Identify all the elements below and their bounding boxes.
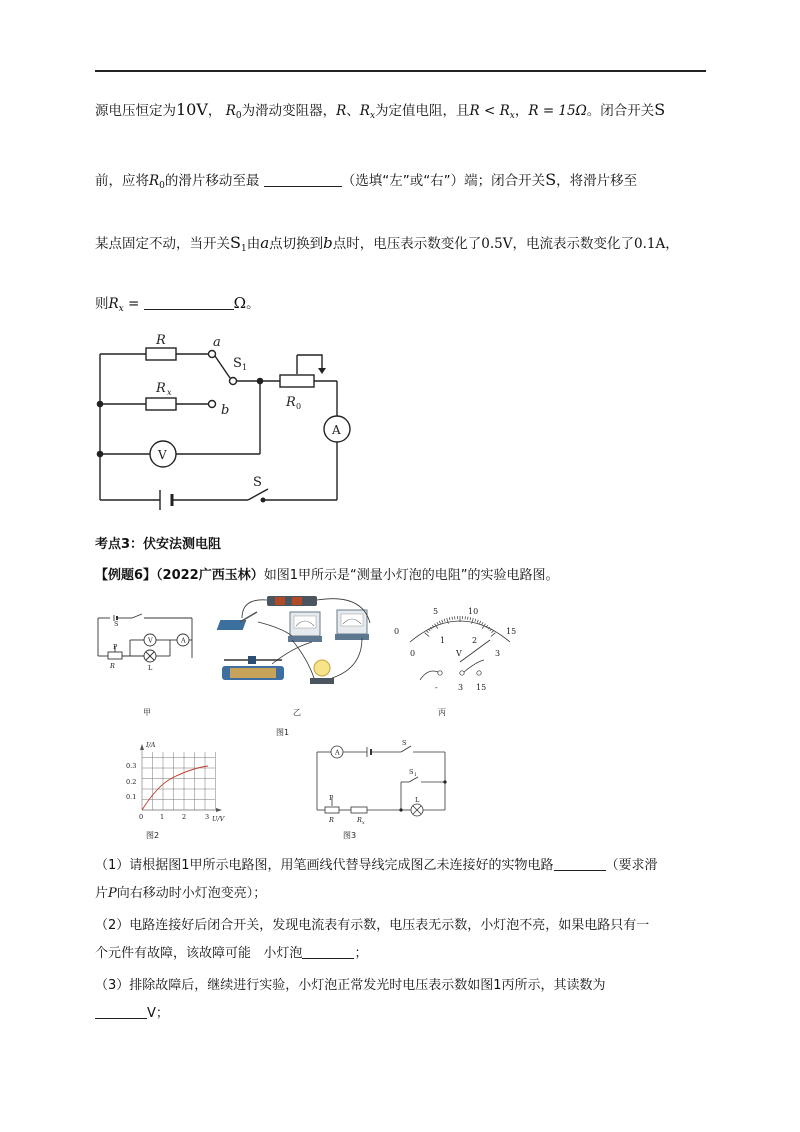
meter-tick bbox=[449, 617, 450, 620]
meter-tick bbox=[426, 631, 428, 633]
caption-jia: 甲 bbox=[143, 708, 151, 717]
caption-fig1: 图1 bbox=[276, 728, 290, 737]
question-2: （2）电路连接好后闭合开关，发现电流表有示数，电压表无示数，小灯泡不亮，如果电路只有一 个元件有故障，该故障可能 小灯泡 ； bbox=[95, 918, 650, 961]
iv-curve bbox=[142, 766, 208, 810]
meter-top-5: 5 bbox=[433, 607, 439, 616]
caption-yi: 乙 bbox=[293, 708, 301, 717]
label-rx: R bbox=[156, 381, 166, 396]
fig2-xtick-1: 1 bbox=[160, 813, 165, 821]
meter-tick bbox=[437, 622, 439, 625]
voltmeter-label: V bbox=[158, 448, 167, 462]
label-rx-sub: x bbox=[167, 388, 172, 397]
terminal-15: 15 bbox=[476, 683, 487, 692]
resistor-r bbox=[146, 348, 176, 360]
example-source: （2022广西玉林） bbox=[156, 568, 264, 583]
label-s1: S bbox=[233, 356, 242, 371]
fig2-xtick-3: 3 bbox=[205, 813, 210, 821]
terminal-3: 3 bbox=[458, 683, 464, 692]
problem-line-3: 某点固定不动，当开关$S_1$由a点切换到b点时，电压表示数变化了0.5V，电流表示数变化了0.1A， bbox=[95, 233, 679, 254]
fig3-s1-sub: 1 bbox=[414, 773, 417, 778]
fig3-l: L bbox=[415, 796, 420, 804]
meter-top-15: 15 bbox=[506, 627, 517, 636]
label-s1-sub: 1 bbox=[242, 363, 248, 372]
caption-fig2: 图2 bbox=[146, 831, 160, 840]
example-label: 【例题6】 bbox=[95, 568, 157, 583]
fig2-ytick-0.3: 0.3 bbox=[126, 762, 137, 770]
fig2-xtick-2: 2 bbox=[182, 813, 187, 821]
terminal-neg: - bbox=[435, 683, 438, 692]
label-b: b bbox=[221, 403, 230, 418]
fig2-xlabel: U/V bbox=[212, 815, 225, 823]
problem-line-1: 源电压恒定为10V， $R_0$为滑动变阻器，R、$R_x$为定值电阻，且$R < R_x$，R = 15Ω。闭合开关S bbox=[95, 100, 666, 121]
meter-tick bbox=[425, 633, 430, 637]
figure1-yi-apparatus bbox=[212, 588, 382, 693]
meter-bottom-2: 2 bbox=[472, 636, 478, 645]
meter-tick bbox=[439, 621, 440, 624]
example-text: 如图1甲所示是“测量小灯泡的电阻”的实验电路图。 bbox=[263, 568, 559, 583]
example-line bbox=[95, 564, 558, 583]
caption-bing: 丙 bbox=[438, 708, 446, 717]
fig3-rx: R bbox=[357, 816, 362, 824]
meter-tick bbox=[482, 622, 484, 625]
fig2-ylabel: I/A bbox=[146, 741, 156, 749]
fig3-rx-sub: x bbox=[362, 821, 365, 826]
meter-zero-top: 0 bbox=[394, 627, 400, 636]
figure3-circuit bbox=[305, 738, 455, 828]
fig3-s1: S bbox=[409, 768, 414, 776]
header-rule bbox=[95, 70, 706, 72]
resistor-rx bbox=[146, 398, 176, 410]
terminal-a bbox=[209, 351, 216, 358]
jia-a: A bbox=[181, 636, 186, 645]
fig2-xtick-0: 0 bbox=[139, 813, 144, 821]
meter-tick bbox=[491, 631, 493, 633]
meter-tick bbox=[452, 617, 453, 620]
meter-arc bbox=[410, 621, 510, 642]
section-heading: 考点3：伏安法测电阻 bbox=[95, 537, 222, 552]
bulb-device bbox=[314, 660, 330, 676]
terminal-s1 bbox=[230, 378, 237, 385]
meter-unit: V bbox=[456, 649, 462, 658]
switch-s1-blade bbox=[215, 356, 230, 378]
meter-tick bbox=[444, 619, 445, 622]
meter-tick bbox=[479, 621, 480, 624]
meter-tick bbox=[442, 620, 443, 623]
fig3-s: S bbox=[402, 739, 407, 747]
jia-r: R bbox=[110, 662, 115, 670]
label-a: a bbox=[213, 335, 221, 350]
answer-blank-q3[interactable] bbox=[95, 1004, 147, 1019]
fig3-ammeter-label: A bbox=[335, 748, 340, 757]
problem-line-2: 前，应将$R_0$的滑片移动至最 （选填“左”或“右”）端；闭合开关S，将滑片移至 bbox=[95, 170, 638, 191]
meter-tick bbox=[475, 619, 476, 622]
meter-bottom-1: 1 bbox=[440, 636, 446, 645]
answer-blank-2[interactable] bbox=[144, 295, 234, 310]
meter-tick bbox=[468, 617, 469, 620]
fig2-ytick-0.1: 0.1 bbox=[126, 793, 137, 801]
meter-bottom-0: 0 bbox=[410, 649, 416, 658]
terminal-b bbox=[209, 401, 216, 408]
meter-top-10: 10 bbox=[468, 607, 479, 616]
figure2-iv-graph bbox=[112, 738, 232, 828]
jia-l: L bbox=[148, 664, 153, 672]
jia-s: S bbox=[114, 620, 119, 628]
meter-tick bbox=[491, 633, 496, 637]
answer-blank-q2[interactable] bbox=[302, 944, 354, 959]
answer-blank-1[interactable] bbox=[264, 172, 342, 187]
question-3: （3）排除故障后，继续进行实验，小灯泡正常发光时电压表示数如图1丙所示，其读数为 V； bbox=[95, 978, 606, 1021]
circuit-diagram-1 bbox=[90, 330, 360, 510]
figure1-jia-circuit bbox=[92, 612, 202, 682]
jia-p: P bbox=[113, 643, 118, 651]
caption-fig3: 图3 bbox=[343, 831, 357, 840]
meter-tick bbox=[477, 620, 478, 623]
fig3-r: R bbox=[329, 816, 334, 824]
fig2-ytick-0.2: 0.2 bbox=[126, 778, 137, 786]
answer-blank-q1[interactable] bbox=[554, 856, 606, 871]
rheostat-r0 bbox=[280, 375, 314, 387]
label-r0-sub: 0 bbox=[296, 402, 302, 411]
meter-tick bbox=[470, 617, 471, 620]
figure1-bing-meter bbox=[390, 600, 530, 700]
problem-line-4: 则$R_x = \Omega$。 bbox=[95, 294, 260, 314]
jia-v: V bbox=[148, 636, 153, 645]
switch-s-blade bbox=[248, 489, 268, 500]
ammeter-label: A bbox=[332, 423, 341, 437]
label-r: R bbox=[156, 333, 166, 348]
label-s: S bbox=[253, 475, 262, 490]
fig3-p: P bbox=[329, 794, 334, 802]
meter-bottom-3: 3 bbox=[495, 649, 501, 658]
label-r0: R bbox=[286, 395, 296, 410]
question-1: （1）请根据图1甲所示电路图，用笔画线代替导线完成图乙未连接好的实物电路 （要求滑 片P向右移动时小灯泡变亮）； bbox=[95, 858, 658, 901]
